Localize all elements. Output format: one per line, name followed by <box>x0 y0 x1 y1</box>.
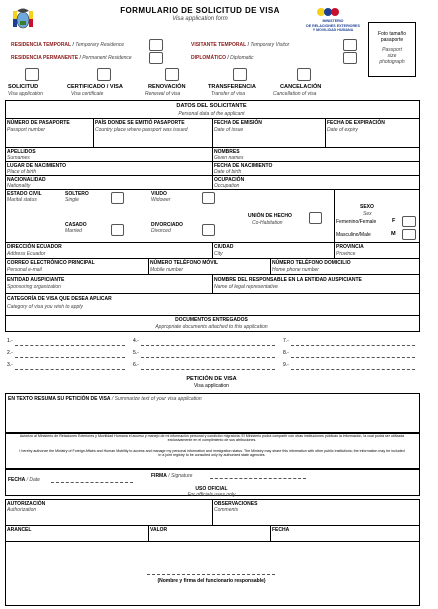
document-item-9: 9.- <box>283 362 289 368</box>
residence-temporal-en: Temporary Residence <box>75 42 125 48</box>
civil-union-checkbox[interactable] <box>309 212 322 224</box>
category-en: Category of visa you wish to apply <box>7 304 83 310</box>
fecha-label: FECHA <box>272 527 290 533</box>
surnames-en: Surnames <box>7 155 30 161</box>
visitante-label: VISITANTE TEMPORAL <box>191 42 247 48</box>
valor-label: VALOR <box>150 527 168 533</box>
request-cancelacion-en: Cancellation of visa <box>273 91 317 97</box>
ministry-logo <box>301 6 365 36</box>
observations-label: OBSERVACIONES <box>214 501 258 507</box>
official-footer: (Nombre y firma del funcionario responsable) <box>157 578 266 584</box>
surnames-label: APELLIDOS <box>7 149 36 155</box>
diplomatico-label: DIPLOMÁTICO <box>191 55 226 61</box>
consent-en: I hereby authorize the Ministry of Foreign Affairs and Human Mobility to access and manage my personal information and immigration status. The Ministry may share this information with other public institutions; the information may be included in a joint registry to be consulted only by authorized state agencies. <box>19 449 405 458</box>
passport-country-input[interactable] <box>94 134 211 146</box>
residence-temporal-checkbox[interactable] <box>149 39 163 51</box>
authorization-label: AUTORIZACIÓN <box>7 501 46 507</box>
arancel-label: ARANCEL <box>7 527 32 533</box>
address-en: Address Ecuador <box>7 251 46 257</box>
request-solicitud-label: SOLICITUD <box>8 84 39 90</box>
occupation-label: OCUPACIÓN <box>214 177 245 183</box>
diplomatico-en: Diplomatic <box>230 55 254 61</box>
date-field[interactable] <box>8 477 40 483</box>
sex-en: Sex <box>363 211 372 217</box>
civil-divorciado-label: DIVORCIADO <box>151 222 183 228</box>
photo-line-3: Passport <box>382 47 402 53</box>
official-subtitle: For officials uses only <box>187 492 236 498</box>
signature-label: FIRMA <box>151 473 167 479</box>
request-certificado-checkbox[interactable] <box>97 68 111 81</box>
passport-number-en: Passport number <box>7 127 46 133</box>
civil-soltero-en: Single <box>65 197 79 203</box>
request-solicitud-checkbox[interactable] <box>25 68 39 81</box>
document-line-3[interactable] <box>15 369 125 370</box>
city-en: City <box>214 251 223 257</box>
document-line-9[interactable] <box>291 369 415 370</box>
request-renovacion-label: RENOVACIÓN <box>148 84 186 90</box>
province-en: Province <box>336 251 356 257</box>
petition-summary-en: / Summarize text of your visa application <box>111 396 202 402</box>
document-line-5[interactable] <box>141 357 275 358</box>
passport-number-label: NÚMERO DE PASAPORTE <box>7 120 70 126</box>
sex-female-label: Femenino/Female <box>336 219 377 225</box>
document-item-3: 3.- <box>7 362 13 368</box>
civil-casado-checkbox[interactable] <box>111 224 124 236</box>
photo-box[interactable] <box>368 22 416 77</box>
residence-permanente-en: Permanent Residence <box>82 55 132 61</box>
form-subtitle: Visa application form <box>172 16 228 22</box>
city-label: CIUDAD <box>214 244 234 250</box>
civil-soltero-label: SOLTERO <box>65 191 89 197</box>
sex-female-checkbox[interactable] <box>402 216 416 227</box>
passport-issue-label: FECHA DE EMISIÓN <box>214 120 262 126</box>
given-names-en: Given names <box>214 155 244 161</box>
petition-subtitle: Visa application <box>194 383 229 389</box>
occupation-en: Occupation <box>214 183 240 189</box>
address-label: DIRECCIÓN ECUADOR <box>7 244 62 250</box>
home-phone-label: NÚMERO TELÉFONO DOMICILIO <box>272 260 351 266</box>
civil-casado-en: Married <box>65 228 82 234</box>
ministry-line-2: DE RELACIONES EXTERIORES <box>306 23 360 28</box>
document-item-8: 8.- <box>283 350 289 356</box>
documents-subtitle: Appropriate documents attached to this application <box>155 324 268 330</box>
request-cancelacion-label: CANCELACIÓN <box>280 84 322 90</box>
ministry-logo-icon <box>301 6 365 20</box>
request-transferencia-label: TRANSFERENCIA <box>208 84 256 90</box>
visitante-checkbox[interactable] <box>343 39 357 51</box>
date-line[interactable] <box>51 482 133 483</box>
visitante-en: Temporary Visitor <box>250 42 290 48</box>
date-en: / Date <box>26 477 40 483</box>
sex-label: SEXO <box>360 204 374 210</box>
photo-line-4: size <box>387 53 397 59</box>
document-line-7[interactable] <box>291 345 415 346</box>
documents-title: DOCUMENTOS ENTREGADOS <box>175 317 248 323</box>
ecuador-coat-of-arms-icon <box>11 7 35 31</box>
civil-union-label: UNIÓN DE HECHO <box>248 213 292 219</box>
petition-title: PETICIÓN DE VISA <box>186 376 237 382</box>
document-item-5: 5.- <box>133 350 139 356</box>
civil-divorciado-checkbox[interactable] <box>202 224 215 236</box>
form-title: FORMULARIO DE SOLICITUD DE VISA <box>120 6 280 15</box>
birth-place-en: Place of birth <box>7 169 37 175</box>
document-item-2: 2.- <box>7 350 13 356</box>
sponsor-entity-label: ENTIDAD AUSPICIANTE <box>7 277 65 283</box>
request-certificado-en: Visa certificate <box>71 91 104 97</box>
mobile-en: Mobile number <box>150 267 184 273</box>
birth-place-label: LUGAR DE NACIMIENTO <box>7 163 67 169</box>
request-renovacion-checkbox[interactable] <box>165 68 179 81</box>
birth-date-en: Date of birth <box>214 169 242 175</box>
document-line-4[interactable] <box>141 345 275 346</box>
sponsor-rep-label: NOMBRE DEL RESPONSABLE EN LA ENTIDAD AUSPICIANTE <box>214 277 362 283</box>
document-item-4: 4.- <box>133 338 139 344</box>
sponsor-rep-en: Name of legal representative <box>214 284 278 290</box>
nationality-en: Nationality <box>7 183 31 189</box>
document-line-1[interactable] <box>15 345 125 346</box>
passport-country-label: PAÍS DONDE SE EMITIÓ PASAPORTE <box>95 120 185 126</box>
signature-field[interactable] <box>151 473 192 479</box>
consent-es: Autorizo al Ministerio de Relaciones Exteriores y Movilidad Humana el acceso y manejo de mi información personal y condición migratoria. El Ministerio podrá compartir con otras instituciones públicas la información, la cual podrá ser utilizada exclusivamente en el cumplimiento de sus atribuciones. <box>19 434 405 443</box>
residence-permanente-label: RESIDENCIA PERMANENTE <box>11 55 79 61</box>
signature-line[interactable] <box>210 478 306 479</box>
request-renovacion-en: Renewal of visa <box>145 91 181 97</box>
sex-female-letter: F <box>392 218 396 224</box>
email-en: Personal e-mail <box>7 267 42 273</box>
document-line-8[interactable] <box>291 357 415 358</box>
diplomatico-option: DIPLOMÁTICO / Diplomatic <box>191 55 254 61</box>
request-certificado-label: CERTIFICADO / VISA <box>67 84 123 90</box>
applicant-title: DATOS DEL SOLICITANTE <box>176 103 247 109</box>
sponsor-entity-en: Sponsoring organization <box>7 284 61 290</box>
passport-issue-en: Date of issue <box>214 127 244 133</box>
visa-form <box>5 4 419 604</box>
ministry-line-3: Y MOVILIDAD HUMANA <box>312 28 354 32</box>
sex-male-label: Masculino/Male <box>336 232 371 238</box>
mobile-label: NÚMERO TELÉFONO MÓVIL <box>150 260 219 266</box>
given-names-label: NOMBRES <box>214 149 240 155</box>
residence-permanente-checkbox[interactable] <box>149 52 163 64</box>
document-line-6[interactable] <box>141 369 275 370</box>
civil-viudo-label: VIUDO <box>151 191 167 197</box>
passport-expiry-label: FECHA DE EXPIRACIÓN <box>327 120 385 126</box>
passport-expiry-en: Date of expiry <box>327 127 358 133</box>
request-transferencia-checkbox[interactable] <box>233 68 247 81</box>
residence-temporal-label: RESIDENCIA TEMPORAL <box>11 42 72 48</box>
petition-summary-label: EN TEXTO RESUMA SU PETICIÓN DE VISA <box>8 396 111 402</box>
request-solicitud-en: Visa application <box>8 91 43 97</box>
sex-male-letter: M <box>391 231 396 237</box>
ministry-line-1: MINISTERIO <box>322 19 344 23</box>
passport-expiry-input[interactable] <box>326 134 417 146</box>
date-label: FECHA <box>8 477 26 483</box>
diplomatico-checkbox[interactable] <box>343 52 357 64</box>
birth-date-label: FECHA DE NACIMIENTO <box>214 163 273 169</box>
category-label: CATEGORÍA DE VISA QUE DESEA APLICAR <box>7 296 112 302</box>
nationality-label: NACIONALIDAD <box>7 177 46 183</box>
photo-line-5: photograph <box>379 59 405 65</box>
applicant-subtitle: Personal data of the applicant <box>178 111 245 117</box>
passport-number-input[interactable] <box>6 134 92 146</box>
province-label: PROVINCIA <box>336 244 364 250</box>
civil-union-en: Co-Habitation <box>252 220 283 226</box>
civil-status-en: Marital status <box>7 197 37 203</box>
civil-casado-label: CASADO <box>65 222 87 228</box>
civil-viudo-checkbox[interactable] <box>202 192 215 204</box>
civil-status-label: ESTADO CIVIL <box>7 191 42 197</box>
request-transferencia-en: Transfer of visa <box>211 91 246 97</box>
civil-divorciado-en: Divorced <box>151 228 171 234</box>
document-line-2[interactable] <box>15 357 125 358</box>
passport-country-en: Country place where passport was issued <box>95 127 188 133</box>
document-item-6: 6.- <box>133 362 139 368</box>
category-input[interactable] <box>6 294 417 314</box>
home-phone-en: Home phone number <box>272 267 319 273</box>
photo-line-2: pasaporte <box>380 37 404 43</box>
observations-en: Comments <box>214 507 239 513</box>
official-title: USO OFICIAL <box>195 486 228 492</box>
document-item-7: 7.- <box>283 338 289 344</box>
photo-line-1: Foto tamaño <box>377 31 407 37</box>
signature-en: / Signature <box>168 473 193 479</box>
email-label: CORREO ELECTRÓNICO PRINCIPAL <box>7 260 95 266</box>
civil-viudo-en: Widower <box>151 197 171 203</box>
official-signature-line[interactable] <box>147 574 275 575</box>
petition-summary-row <box>8 396 202 402</box>
request-cancelacion-checkbox[interactable] <box>297 68 311 81</box>
residence-temporal-option: RESIDENCIA TEMPORAL / Temporary Residence <box>11 42 125 48</box>
sex-male-checkbox[interactable] <box>402 229 416 240</box>
authorization-en: Authorization <box>7 507 37 513</box>
residence-permanente-option: RESIDENCIA PERMANENTE / Permanent Residence <box>11 55 132 61</box>
document-item-1: 1.- <box>7 338 13 344</box>
civil-soltero-checkbox[interactable] <box>111 192 124 204</box>
passport-issue-input[interactable] <box>213 134 324 146</box>
visitante-option: VISITANTE TEMPORAL / Temporary Visitor <box>191 42 290 48</box>
